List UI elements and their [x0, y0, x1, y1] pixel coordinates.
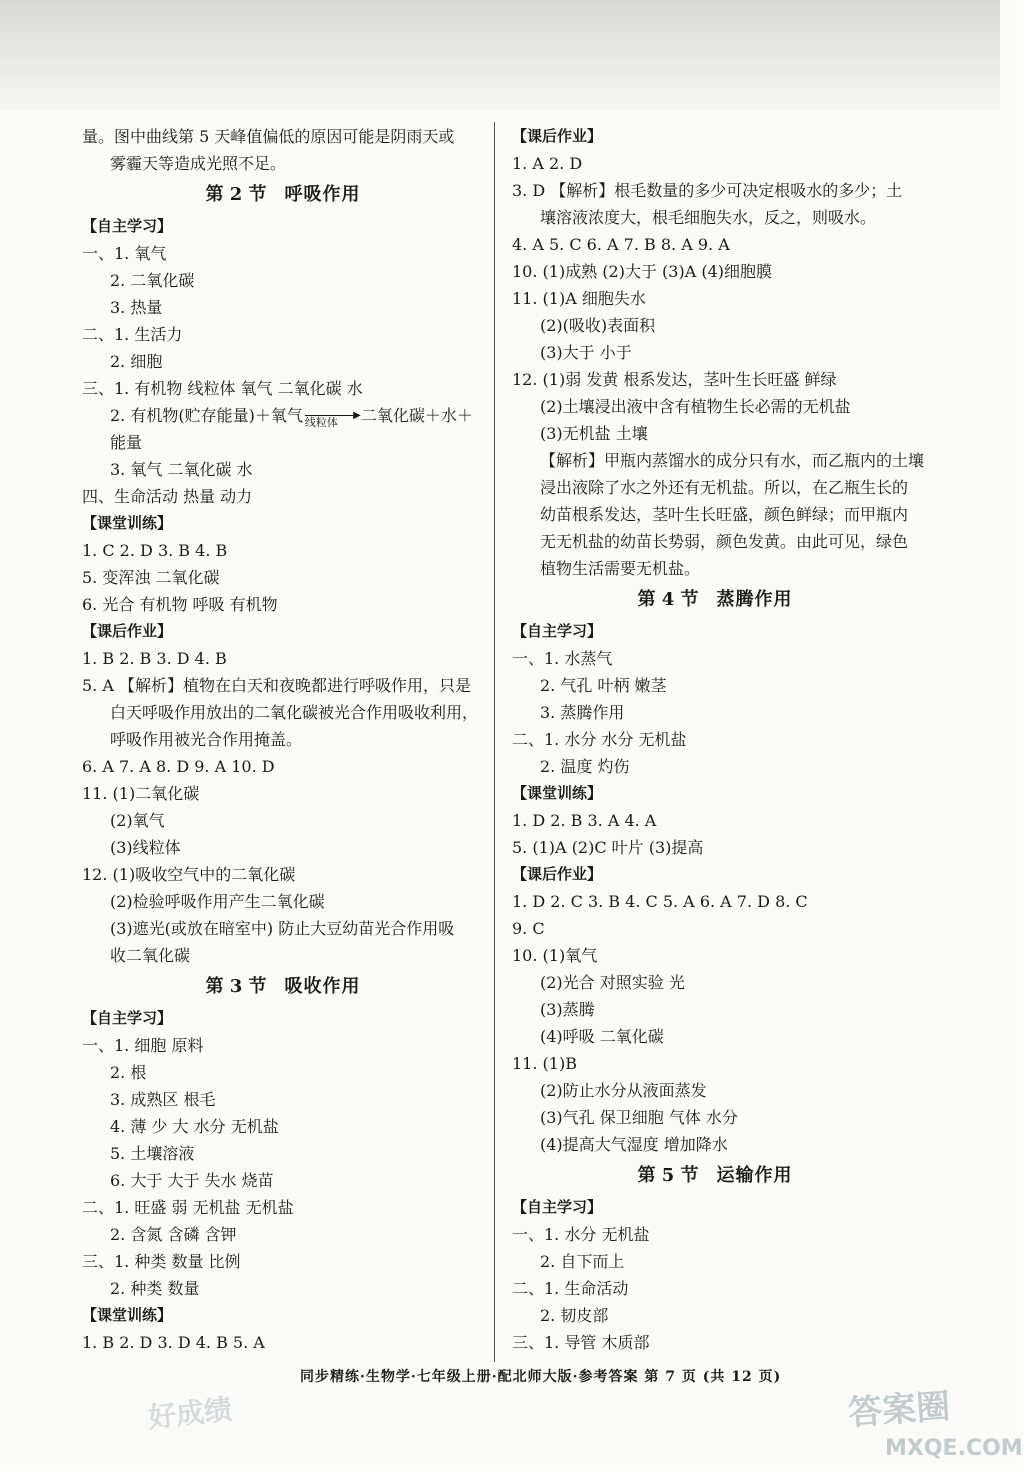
section-title-4: [512, 582, 918, 618]
text-line: 二、1. 水分 水分 无机盐: [512, 730, 687, 749]
text-line: (2)防止水分从液面蒸发: [540, 1081, 707, 1100]
site-watermark-logo: 答案圈: [846, 1386, 952, 1434]
heading: 【自主学习】: [82, 217, 173, 235]
scan-shadow-band: [0, 0, 1000, 110]
text-line: 3. 氧气 二氧化碳 水: [110, 460, 253, 479]
text-line: (2)土壤浸出液中含有植物生长必需的无机盐: [540, 397, 851, 416]
section-number: 第 2 节: [205, 184, 267, 205]
text-line: 三、1. 有机物 线粒体 氧气 二氧化碳 水: [82, 379, 363, 398]
text-line: 11. (1)B: [512, 1054, 577, 1073]
text-line: 三、1. 种类 数量 比例: [82, 1252, 241, 1271]
text-line: 壤溶液浓度大，根毛细胞失水，反之，则吸水。: [540, 208, 877, 227]
text-line: 2. 二氧化碳: [110, 271, 195, 290]
text-line: 11. (1)A 细胞失水: [512, 289, 646, 308]
text-line: 3. 热量: [110, 298, 163, 317]
text-line: 11. (1)二氧化碳: [82, 784, 200, 803]
text-line: 一、1. 细胞 原料: [82, 1036, 204, 1055]
arrow-label: 线粒体: [304, 416, 338, 429]
text-line: 三、1. 导管 木质部: [512, 1333, 650, 1352]
text-line: (2)氧气: [110, 811, 165, 830]
text-line: (4)呼吸 二氧化碳: [540, 1027, 664, 1046]
text-line: 二、1. 生命活动: [512, 1279, 629, 1298]
text-line: 1. A 2. D: [512, 154, 583, 173]
heading: 【课堂训练】: [82, 1306, 173, 1324]
text-line: 5. A 【解析】植物在白天和夜晚都进行呼吸作用，只是: [82, 676, 471, 695]
text-line: 【解析】甲瓶内蒸馏水的成分只有水，而乙瓶内的土壤: [540, 451, 925, 470]
text-line: 6. A 7. A 8. D 9. A 10. D: [82, 757, 275, 776]
heading: 【课堂训练】: [82, 514, 173, 532]
text-line: 1. B 2. B 3. D 4. B: [82, 649, 227, 668]
text-line: 1. D 2. B 3. A 4. A: [512, 811, 657, 830]
left-column: [82, 123, 484, 1356]
text-line: 12. (1)吸收空气中的二氧化碳: [82, 865, 296, 884]
text-line: 能量: [110, 433, 143, 452]
text-line: 二、1. 旺盛 弱 无机盐 无机盐: [82, 1198, 294, 1217]
heading: 【自主学习】: [82, 1009, 173, 1027]
text-line: 4. 薄 少 大 水分 无机盐: [110, 1117, 279, 1136]
heading: 【课堂训练】: [512, 784, 603, 802]
site-watermark-url: MXQE.COM: [885, 1436, 1023, 1461]
text-line: (4)提高大气湿度 增加降水: [540, 1135, 728, 1154]
heading: 【自主学习】: [512, 622, 603, 640]
text-line: 幼苗根系发达，茎叶生长旺盛，颜色鲜绿；而甲瓶内: [540, 505, 909, 524]
text-line: 6. 大于 大于 失水 烧苗: [110, 1171, 274, 1190]
text-line: 2. 自下而上: [540, 1252, 625, 1271]
heading: 【自主学习】: [512, 1198, 603, 1216]
text-line: 5. 变浑浊 二氧化碳: [82, 568, 220, 587]
text-line: 四、生命活动 热量 动力: [82, 487, 253, 506]
corner-watermark: 好成绩: [146, 1392, 234, 1435]
text-line: 4. A 5. C 6. A 7. B 8. A 9. A: [512, 235, 730, 254]
text-line: (3)无机盐 土壤: [540, 424, 648, 443]
heading: 【课后作业】: [82, 622, 173, 640]
text-line: 1. C 2. D 3. B 4. B: [82, 541, 228, 560]
text-line: 10. (1)成熟 (2)大于 (3)A (4)细胞膜: [512, 262, 773, 281]
section-number: 第 4 节: [637, 589, 699, 610]
section-number: 第 5 节: [637, 1165, 699, 1186]
section-title-5: [512, 1158, 918, 1194]
text-line: 3. 成熟区 根毛: [110, 1090, 216, 1109]
text-line: (3)遮光(或放在暗室中) 防止大豆幼苗光合作用吸: [110, 919, 455, 938]
section-title-2: [82, 177, 484, 213]
text-line: (2)(吸收)表面积: [540, 316, 656, 335]
equation-left: 2. 有机物(贮存能量)＋氧气: [110, 406, 303, 425]
text-line: 植物生活需要无机盐。: [540, 559, 701, 578]
section-name: 吸收作用: [284, 976, 361, 997]
section-name: 蒸腾作用: [716, 589, 793, 610]
text-line: 10. (1)氧气: [512, 946, 598, 965]
heading: 【课后作业】: [512, 865, 603, 883]
text-line: (3)大于 小于: [540, 343, 632, 362]
text-line: 一、1. 水分 无机盐: [512, 1225, 650, 1244]
text-line: 无无机盐的幼苗长势弱，颜色发黄。由此可见，绿色: [540, 532, 909, 551]
section-number: 第 3 节: [205, 976, 267, 997]
text-line: 2. 温度 灼伤: [540, 757, 630, 776]
text-line: 2. 种类 数量: [110, 1279, 200, 1298]
text-line: 5. 土壤溶液: [110, 1144, 195, 1163]
section-title-3: [82, 969, 484, 1005]
text-line: 2. 含氮 含磷 含钾: [110, 1225, 237, 1244]
text-line: 一、1. 水蒸气: [512, 649, 613, 668]
text-line: (2)光合 对照实验 光: [540, 973, 685, 992]
text-line: 2. 韧皮部: [540, 1306, 609, 1325]
text-line: 雾霾天等造成光照不足。: [110, 154, 287, 173]
right-column: [512, 123, 925, 1356]
respiration-equation: [82, 402, 484, 429]
text-line: 收二氧化碳: [110, 946, 191, 965]
text-line: 3. 蒸腾作用: [540, 703, 625, 722]
section-name: 运输作用: [716, 1165, 793, 1186]
text-line: 白天呼吸作用放出的二氧化碳被光合作用吸收利用，: [110, 703, 479, 722]
text-line: 5. (1)A (2)C 叶片 (3)提高: [512, 838, 704, 857]
text-line: 9. C: [512, 919, 545, 938]
text-line: 3. D 【解析】根毛数量的多少可决定根吸水的多少；土: [512, 181, 903, 200]
text-line: 呼吸作用被光合作用掩盖。: [110, 730, 303, 749]
text-line: (3)气孔 保卫细胞 气体 水分: [540, 1108, 738, 1127]
text-line: 2. 气孔 叶柄 嫩茎: [540, 676, 667, 695]
text-line: (2)检验呼吸作用产生二氧化碳: [110, 892, 325, 911]
text-line: 12. (1)弱 发黄 根系发达，茎叶生长旺盛 鲜绿: [512, 370, 837, 389]
text-line: 二、1. 生活力: [82, 325, 183, 344]
section-name: 呼吸作用: [284, 184, 361, 205]
text-line: (3)线粒体: [110, 838, 181, 857]
heading: 【课后作业】: [512, 127, 603, 145]
text-line: 2. 根: [110, 1063, 147, 1082]
reaction-arrow: ▶ 线粒体: [304, 410, 361, 429]
text-line: (3)蒸腾: [540, 1000, 595, 1019]
page-footer: 同步精练·生物学·七年级上册·配北师大版·参考答案 第 7 页 (共 12 页): [300, 1369, 782, 1385]
equation-right: 二氧化碳＋水＋: [360, 406, 473, 425]
text-line: 1. B 2. D 3. D 4. B 5. A: [82, 1333, 265, 1352]
text-line: 1. D 2. C 3. B 4. C 5. A 6. A 7. D 8. C: [512, 892, 808, 911]
text-line: 6. 光合 有机物 呼吸 有机物: [82, 595, 278, 614]
column-divider: [494, 122, 495, 1362]
text-line: 量。图中曲线第 5 天峰值偏低的原因可能是阴雨天或: [82, 127, 455, 146]
text-line: 2. 细胞: [110, 352, 163, 371]
text-line: 浸出液除了水之外还有无机盐。所以，在乙瓶生长的: [540, 478, 909, 497]
text-line: 一、1. 氧气: [82, 244, 167, 263]
